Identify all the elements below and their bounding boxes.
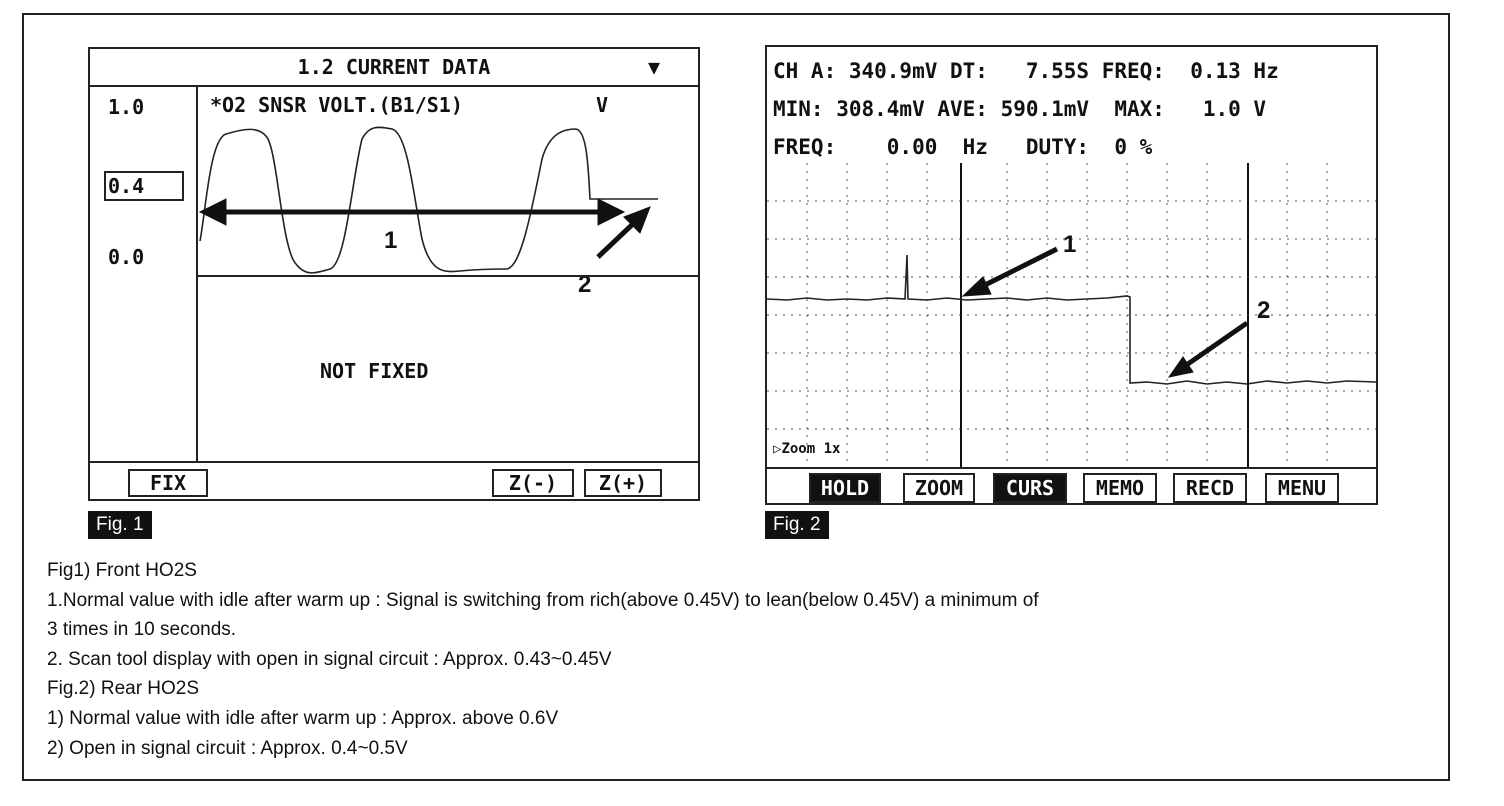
readout-line-3: FREQ: 0.00 Hz DUTY: 0 % [773, 135, 1153, 159]
y-mid-box[interactable]: 0.4 [104, 171, 184, 201]
normal-switching-arrow [200, 199, 624, 225]
scope-annotation-2: 2 [1257, 297, 1271, 324]
scope-annotation-1: 1 [1063, 231, 1077, 258]
hold-button[interactable]: HOLD [809, 473, 881, 503]
note-line: Fig1) Front HO2S [47, 560, 197, 581]
fix-status: NOT FIXED [320, 359, 429, 383]
y-scale-panel [90, 87, 198, 461]
readout-line-1: CH A: 340.9mV DT: 7.55S FREQ: 0.13 Hz [773, 59, 1279, 83]
note-line: 2. Scan tool display with open in signal circuit : Approx. 0.43~0.45V [47, 648, 612, 670]
current-data-header [90, 49, 698, 87]
scope-arrow-1 [963, 249, 1057, 296]
note-line: 1.Normal value with idle after warm up : Signal is switching from rich(above 0.45V) to lean(below 0.45V) a minimum of [47, 589, 1039, 611]
recd-button[interactable]: RECD [1173, 473, 1247, 503]
scope-grid [767, 163, 1376, 467]
zoom-indicator [773, 441, 840, 457]
scope-trace [767, 255, 1376, 384]
scope-function-bar [767, 467, 1376, 503]
memo-button[interactable]: MEMO [1083, 473, 1157, 503]
parameter-name: *O2 SNSR VOLT.(B1/S1) [210, 93, 463, 117]
oscilloscope-screen [765, 45, 1378, 505]
fix-button[interactable]: FIX [128, 469, 208, 497]
zoom-label: Zoom 1x [781, 441, 841, 457]
note-line: 1) Normal value with idle after warm up : Approx. above 0.6V [47, 707, 559, 729]
curs-button[interactable]: CURS [993, 473, 1067, 503]
annotation-2: 2 [578, 271, 592, 298]
notes-text [47, 556, 1039, 763]
annotation-1: 1 [384, 227, 398, 254]
panel-divider [198, 275, 698, 277]
header-title: 1.2 CURRENT DATA [297, 55, 491, 79]
fig1-tag: Fig. 1 [88, 511, 152, 539]
readout-line-2: MIN: 308.4mV AVE: 590.1mV MAX: 1.0 V [773, 97, 1267, 121]
function-key-bar [90, 461, 698, 499]
y-max-label: 1.0 [108, 95, 145, 119]
note-line: 2) Open in signal circuit : Approx. 0.4~0.5V [47, 737, 408, 759]
scope-graph [767, 163, 1376, 467]
o2-voltage-waveform [198, 119, 698, 279]
scope-arrow-2 [1169, 323, 1247, 377]
note-line: Fig.2) Rear HO2S [47, 678, 200, 700]
note-line: 3 times in 10 seconds. [47, 619, 237, 641]
fig2-tag: Fig. 2 [765, 511, 829, 539]
y-min-label: 0.0 [108, 245, 145, 269]
parameter-unit: V [596, 93, 609, 117]
zoom-in-button[interactable]: Z(+) [584, 469, 662, 497]
zoom-button[interactable]: ZOOM [903, 473, 975, 503]
waveform-trace [200, 127, 658, 273]
trigger-marker-icon: ▷ [773, 441, 782, 457]
dropdown-arrow-icon[interactable]: ▼ [647, 55, 660, 79]
scan-tool-current-data-screen [88, 47, 700, 501]
zoom-out-button[interactable]: Z(-) [492, 469, 574, 497]
menu-button[interactable]: MENU [1265, 473, 1339, 503]
